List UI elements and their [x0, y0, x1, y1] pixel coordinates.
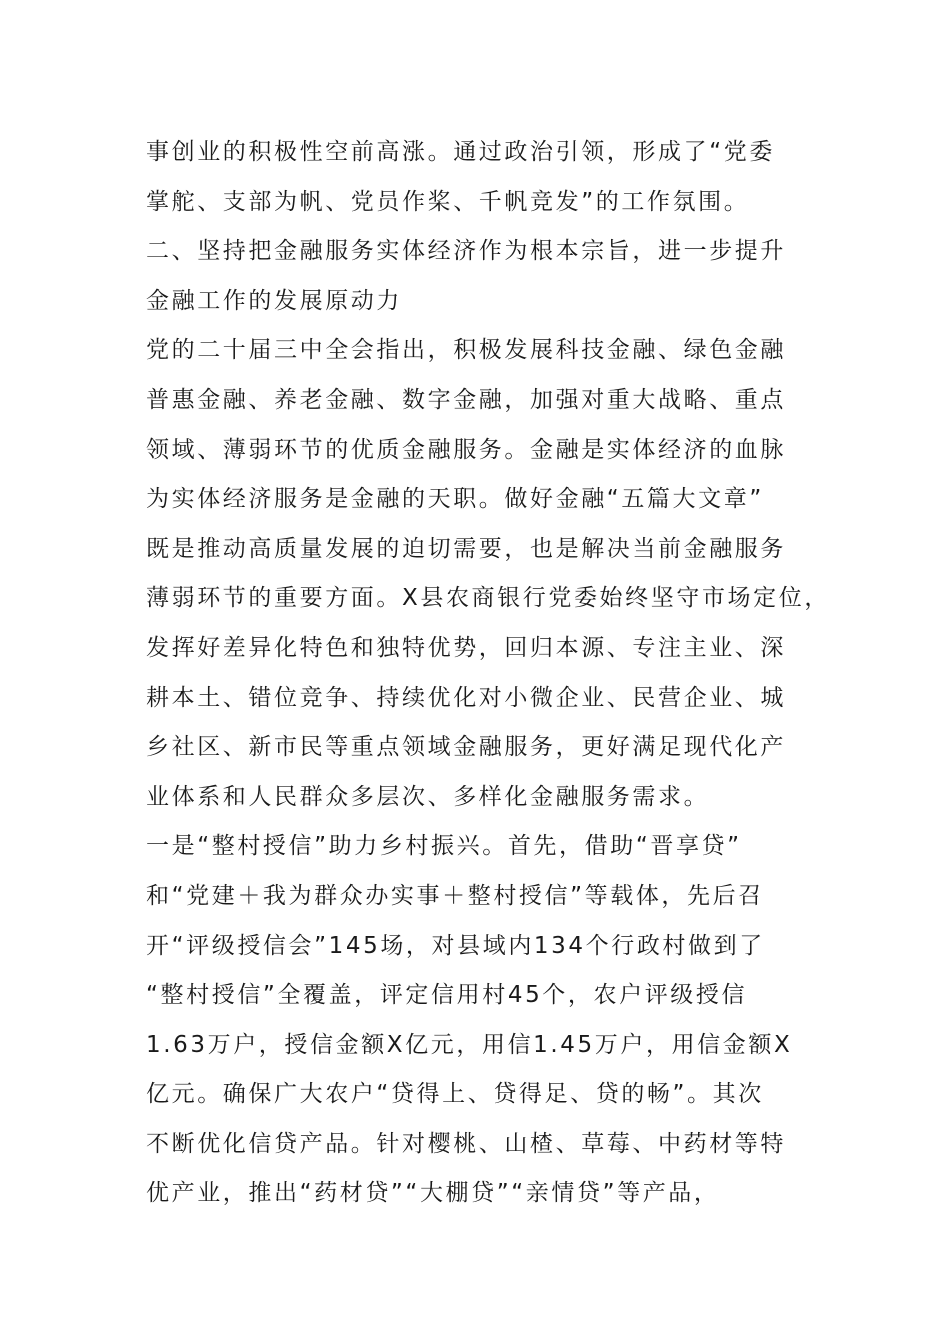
text-line: 优产业，推出“药材贷”“大棚贷”“亲情贷”等产品，: [146, 1180, 720, 1207]
text-line: 掌舵、支部为帆、党员作桨、千帆竞发”的工作氛围。: [146, 188, 750, 215]
text-line: 耕本土、错位竞争、持续优化对小微企业、民营企业、城: [146, 684, 786, 711]
text-line: 普惠金融、养老金融、数字金融，加强对重大战略、重点: [146, 386, 786, 413]
text-line: 事创业的积极性空前高涨。通过政治引领，形成了“党委: [146, 139, 775, 165]
text-line: 发挥好差异化特色和独特优势，回归本源、专注主业、深: [146, 634, 786, 661]
text-line: 业体系和人民群众多层次、多样化金融服务需求。: [146, 783, 710, 810]
text-line: “整村授信”全覆盖，评定信用村45个，农户评级授信: [146, 982, 748, 1009]
text-line: 亿元。确保广大农户“贷得上、贷得足、贷的畅”。其次: [146, 1081, 764, 1108]
text-line: 不断优化信贷产品。针对樱桃、山楂、草莓、中药材等特: [146, 1130, 786, 1157]
text-line: 党的二十届三中全会指出，积极发展科技金融、绿色金融: [146, 337, 786, 364]
text-line: 薄弱环节的重要方面。X县农商银行党委始终坚守市场定位，: [146, 585, 830, 612]
text-line: 开“评级授信会”145场，对县域内134个行政村做到了: [146, 932, 765, 959]
section-heading-line: 二、坚持把金融服务实体经济作为根本宗旨，进一步提升: [146, 238, 786, 265]
text-line: 乡社区、新市民等重点领域金融服务，更好满足现代化产: [146, 734, 786, 761]
text-line: 一是“整村授信”助力乡村振兴。首先，借助“晋享贷”: [146, 833, 742, 860]
text-line: 和“党建＋我为群众办实事＋整村授信”等载体，先后召: [146, 882, 764, 909]
text-line: 既是推动高质量发展的迫切需要，也是解决当前金融服务: [146, 535, 786, 562]
text-line: 为实体经济服务是金融的天职。做好金融“五篇大文章”: [146, 486, 764, 513]
text-line: 1.63万户，授信金额X亿元，用信1.45万户，用信金额X: [146, 1031, 793, 1058]
body-text: [146, 128, 830, 1219]
section-heading-line: 金融工作的发展原动力: [146, 287, 402, 314]
text-line: 领域、薄弱环节的优质金融服务。金融是实体经济的血脉: [146, 436, 786, 463]
